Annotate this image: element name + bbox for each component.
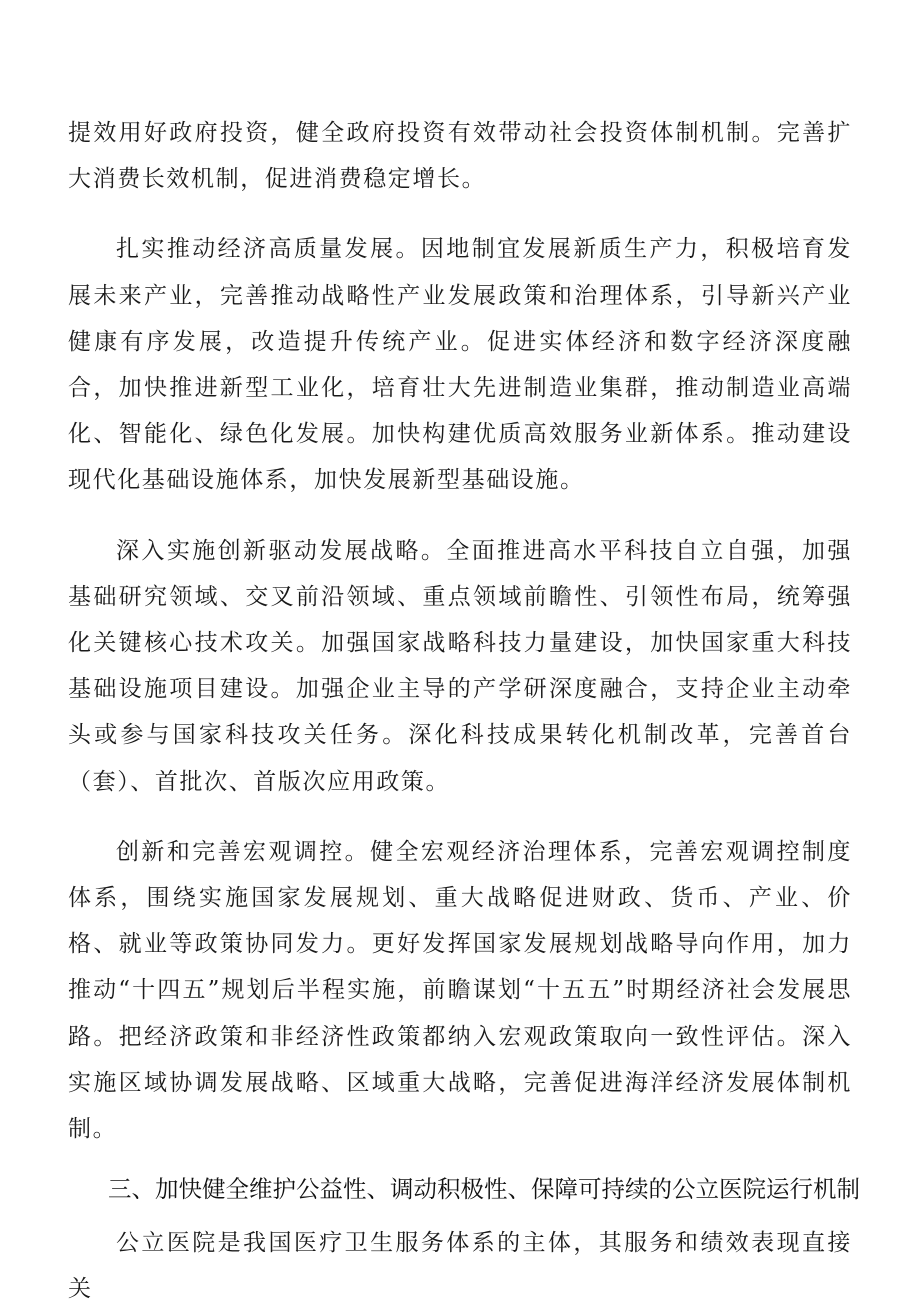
paragraph-gap: [68, 202, 852, 226]
paragraph-economic-development: 扎实推动经济高质量发展。因地制宜发展新质生产力，积极培育发展未来产业，完善推动战略性产业发展政策和治理体系，引导新兴产业健康有序发展，改造提升传统产业。促进实体经济和数字经济深度融合，加快推进新型工业化，培育壮大先进制造业集群，推动制造业高端化、智能化、绿色化发展。加快构建优质高效服务业新体系。推动建设现代化基础设施体系，加快发展新型基础设施。: [68, 236, 852, 494]
paragraph-gap: [68, 805, 852, 829]
paragraph-innovation-strategy: 深入实施创新驱动发展战略。全面推进高水平科技自立自强，加强基础研究领域、交叉前沿领域、重点领域前瞻性、引领性布局，统筹强化关键核心技术攻关。加强国家战略科技力量建设，加快国家重大科技基础设施项目建设。加强企业主导的产学研深度融合，支持企业主动牵头或参与国家科技攻关任务。深化科技成果转化机制改革，完善首台（套）、首批次、首版次应用政策。: [68, 537, 852, 795]
document-body: [68, 110, 860, 1313]
paragraph-public-hospitals: 公立医院是我国医疗卫生服务体系的主体，其服务和绩效表现直接关: [68, 1230, 852, 1303]
section-heading: 三、加快健全维护公益性、调动积极性、保障可持续的公立医院运行机制: [108, 1175, 860, 1204]
paragraph-gap: [68, 504, 852, 528]
paragraph-gap: [68, 1212, 852, 1220]
paragraph-gap: [68, 1152, 852, 1166]
paragraph-macro-control: 创新和完善宏观调控。健全宏观经济治理体系，完善宏观调控制度体系，围绕实施国家发展规划、重大战略促进财政、货币、产业、价格、就业等政策协同发力。更好发挥国家发展规划战略导向作用，加力推动“十四五”规划后半程实施，前瞻谋划“十五五”时期经济社会发展思路。把经济政策和非经济性政策都纳入宏观政策取向一致性评估。深入实施区域协调发展战略、区域重大战略，完善促进海洋经济发展体制机制。: [68, 838, 852, 1143]
paragraph-continuation: 提效用好政府投资，健全政府投资有效带动社会投资体制机制。完善扩大消费长效机制，促进消费稳定增长。: [68, 120, 852, 193]
